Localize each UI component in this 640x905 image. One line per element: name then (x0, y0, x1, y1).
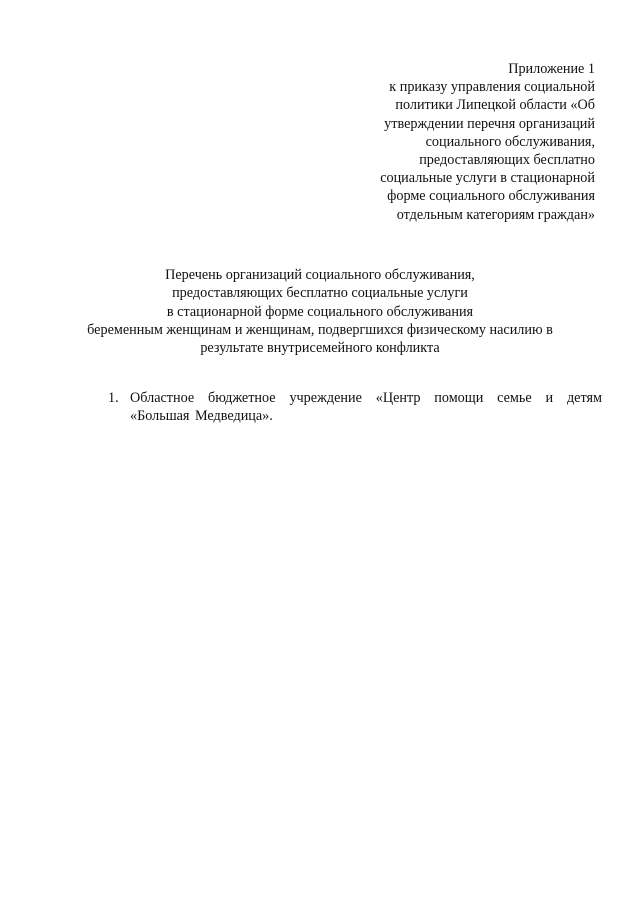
appendix-line: Приложение 1 (508, 61, 595, 77)
appendix-line: утверждении перечня организаций (384, 115, 595, 132)
appendix-line: отдельным категориям граждан» (396, 206, 595, 223)
appendix-line: социального обслуживания, (425, 133, 595, 150)
title-line: результате внутрисемейного конфликта (200, 340, 440, 357)
document-title (60, 266, 580, 357)
appendix-header (335, 60, 595, 224)
list-item-text: Областное бюджетное учреждение «Центр помощи семье и детям «Большая Медведица». (130, 390, 602, 425)
appendix-line: политики Липецкой области «Об (395, 97, 595, 114)
list-item-number: 1. (108, 390, 119, 406)
appendix-line: форме социального обслуживания (387, 188, 595, 205)
title-line: Перечень организаций социального обслуживания, (165, 267, 475, 283)
title-line: беременным женщинам и женщинам, подвергшихся физическому насилию в (87, 321, 553, 338)
organization-list (108, 389, 602, 426)
appendix-line: к приказу управления социальной (389, 79, 595, 96)
list-item (108, 389, 602, 426)
title-line: предоставляющих бесплатно социальные услуги (172, 285, 468, 302)
appendix-line: социальные услуги в стационарной (380, 170, 595, 187)
title-line: в стационарной форме социального обслуживания (166, 303, 474, 320)
appendix-line: предоставляющих бесплатно (419, 152, 595, 169)
